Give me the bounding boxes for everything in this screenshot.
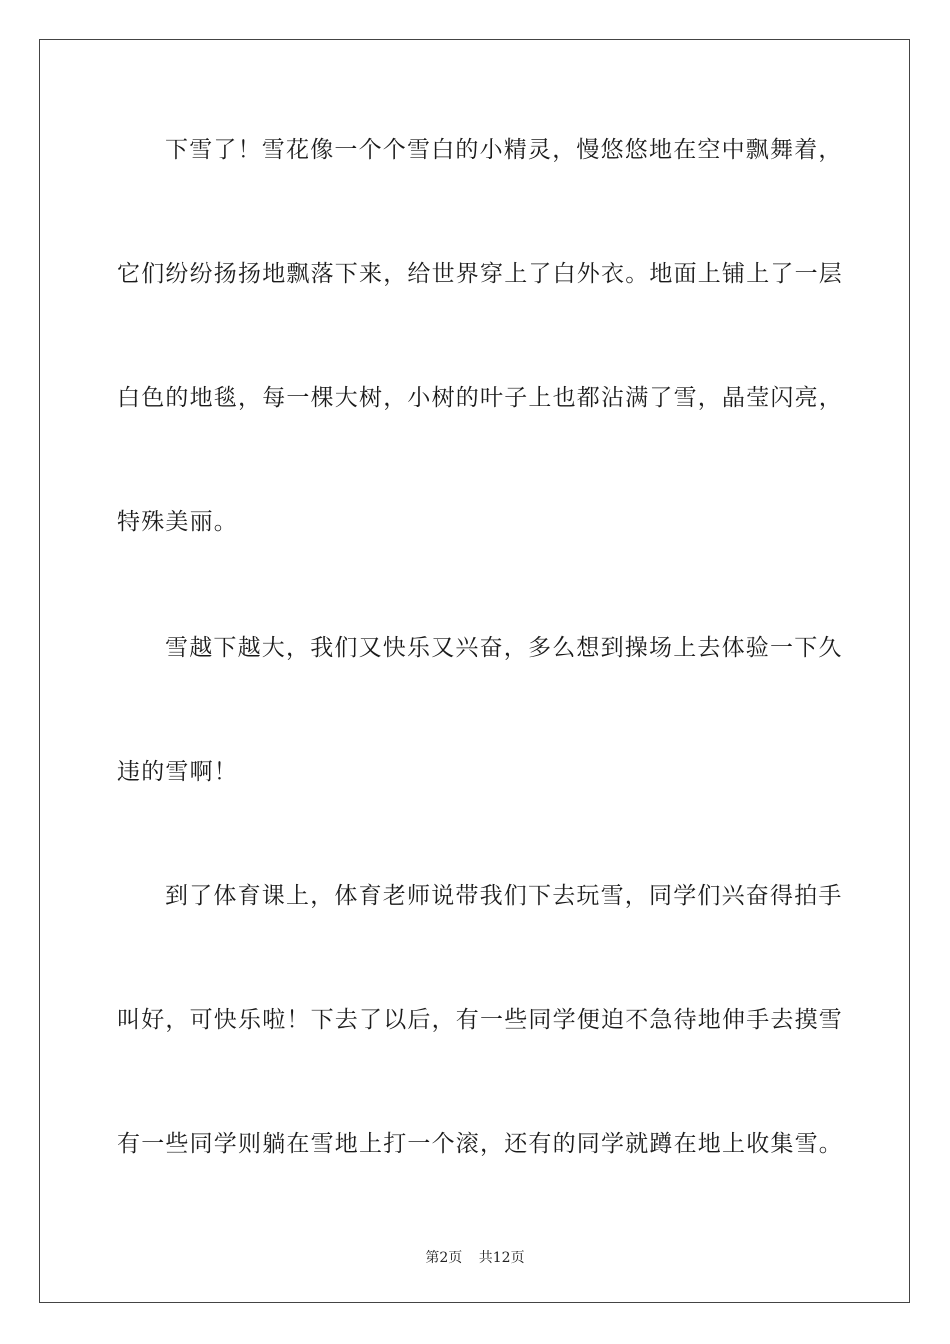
paragraph-line: 它们纷纷扬扬地飘落下来，给世界穿上了白外衣。地面上铺上了一层: [117, 261, 843, 287]
paragraph-line: 有一些同学则躺在雪地上打一个滚，还有的同学就蹲在地上收集雪。: [117, 1131, 843, 1157]
paragraph-line: 下雪了！雪花像一个个雪白的小精灵，慢悠悠地在空中飘舞着，: [165, 137, 843, 163]
paragraph-line: 雪越下越大，我们又快乐又兴奋，多么想到操场上去体验一下久: [165, 635, 843, 661]
page-total: 共12页: [478, 1250, 525, 1266]
paragraph-line: 特殊美丽。: [117, 509, 238, 535]
paragraph-line: 违的雪啊！: [117, 759, 238, 785]
page-frame: [39, 39, 910, 1303]
paragraph-line: 叫好，可快乐啦！下去了以后，有一些同学便迫不急待地伸手去摸雪: [117, 1007, 843, 1033]
page-footer: [0, 1247, 950, 1267]
page-number: 第2页: [425, 1250, 463, 1266]
paragraph-line: 到了体育课上，体育老师说带我们下去玩雪，同学们兴奋得拍手: [165, 883, 843, 909]
paragraph-line: 白色的地毯，每一棵大树，小树的叶子上也都沾满了雪，晶莹闪亮，: [117, 385, 843, 411]
